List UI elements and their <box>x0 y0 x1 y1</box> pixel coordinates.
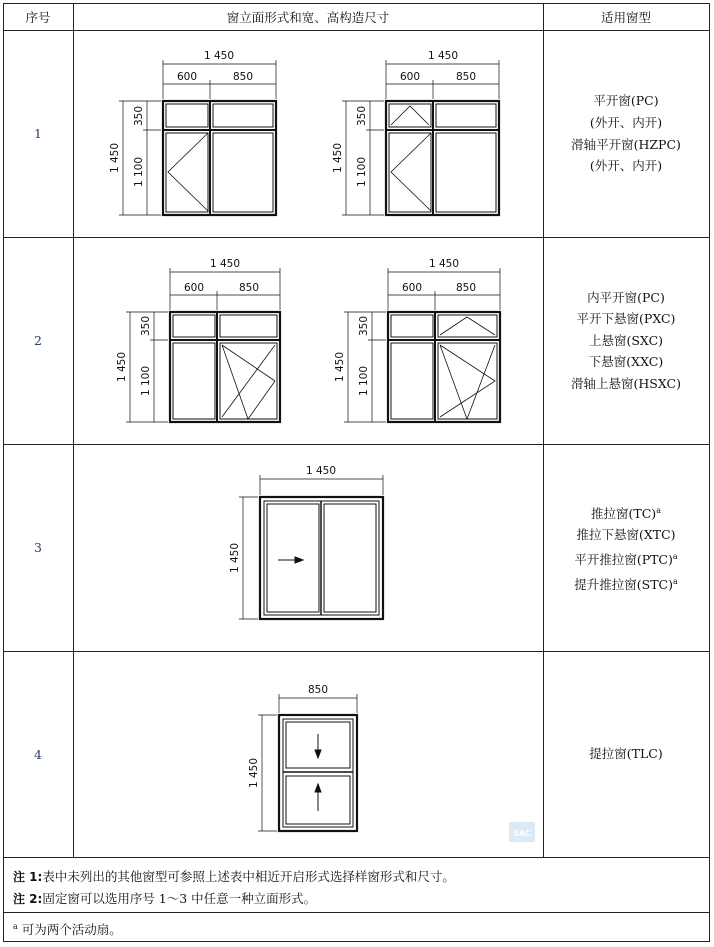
dim-label: 1 450 <box>209 258 241 270</box>
dim-label: 1 100 <box>140 365 152 397</box>
arrow-down-icon <box>315 734 321 758</box>
dimension-lines <box>119 60 276 215</box>
dim-label: 350 <box>356 105 368 127</box>
type-item: 提升推拉窗(STC)$^a$ <box>574 576 678 592</box>
dim-label: 1 450 <box>332 142 344 174</box>
type-item: 推拉窗(TC)$^a$ <box>591 505 661 521</box>
window-elevation <box>170 312 280 422</box>
dim-label: 850 <box>232 71 254 83</box>
row-number: 2 <box>34 333 42 348</box>
row-number: 1 <box>34 126 42 141</box>
type-item: 提拉窗(TLC) <box>589 746 663 762</box>
dim-label: 600 <box>176 71 198 83</box>
dim-label: 1 100 <box>358 365 370 397</box>
type-item: 上悬窗(SXC) <box>588 332 664 348</box>
window-elevation <box>163 101 276 215</box>
header-no: 序号 <box>25 9 51 25</box>
footnote: $^a$ 可为两个活动扇。 <box>13 921 122 937</box>
row-number: 3 <box>34 540 42 555</box>
dim-label: 1 450 <box>428 258 460 270</box>
dim-label: 1 450 <box>305 465 337 477</box>
type-item: (外开、内开) <box>589 158 663 174</box>
window-elevation <box>386 101 499 215</box>
dim-label: 850 <box>238 282 260 294</box>
dim-label: 1 450 <box>203 50 235 62</box>
footnote-marker: a <box>656 505 661 515</box>
window-elevation <box>279 715 357 831</box>
dim-label: 1 100 <box>133 156 145 188</box>
dim-label: 1 100 <box>356 156 368 188</box>
arrow-up-icon <box>315 784 321 811</box>
type-item: 滑轴平开窗(HZPC) <box>571 136 681 152</box>
note-2: 注 2:固定窗可以选用序号 1～3 中任意一种立面形式。 <box>13 891 317 906</box>
dim-label: 600 <box>183 282 205 294</box>
type-item: 平开下悬窗(PXC) <box>576 311 676 327</box>
dim-label: 1 450 <box>229 542 241 574</box>
dim-label: 350 <box>358 315 370 337</box>
sac-watermark-logo <box>509 822 535 842</box>
dimension-lines <box>342 60 499 215</box>
row-number: 4 <box>34 746 42 762</box>
type-item: (外开、内开) <box>589 114 663 130</box>
dim-label: 1 450 <box>116 351 128 383</box>
dim-label: 350 <box>140 315 152 337</box>
footnote-marker: a <box>672 576 678 586</box>
type-item: 下悬窗(XXC) <box>588 354 664 370</box>
window-elevation <box>260 497 383 619</box>
header-form: 窗立面形式和宽、高构造尺寸 <box>226 9 390 25</box>
dim-label: 850 <box>455 282 477 294</box>
dim-label: 1 450 <box>334 351 346 383</box>
type-item: 推拉下悬窗(XTC) <box>576 527 676 543</box>
note-1: 注 1:表中未列出的其他窗型可参照上述表中相近开启形式选择样窗形式和尺寸。 <box>13 869 455 884</box>
type-item: 平开窗(PC) <box>593 93 659 109</box>
dim-label: 600 <box>399 71 421 83</box>
arrow-right-icon <box>278 557 303 563</box>
dim-label: 1 450 <box>427 50 459 62</box>
header-types: 适用窗型 <box>600 9 651 25</box>
footnote-marker: a <box>672 551 678 561</box>
dim-label: 1 450 <box>248 757 260 789</box>
type-item: 内平开窗(PC) <box>587 289 665 305</box>
dim-label: 600 <box>401 282 423 294</box>
type-item: 滑轴上悬窗(HSXC) <box>571 375 681 391</box>
window-elevation <box>388 312 500 422</box>
type-item: 平开推拉窗(PTC)$^a$ <box>574 551 678 568</box>
dim-label: 850 <box>455 71 477 83</box>
dim-label: 1 450 <box>109 142 121 174</box>
dim-label: 350 <box>133 105 145 127</box>
svg-text:SAC: SAC <box>513 829 531 838</box>
dim-label: 850 <box>307 684 329 696</box>
